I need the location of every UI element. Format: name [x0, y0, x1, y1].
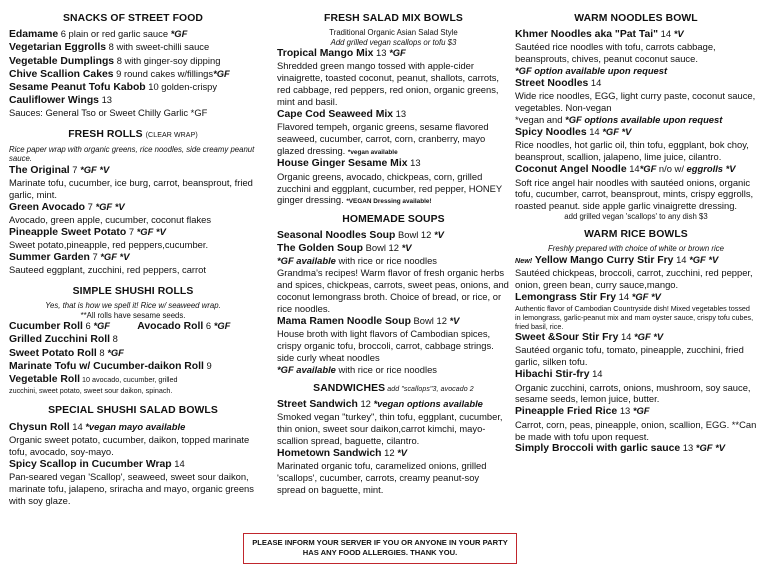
- menu-item: [9, 347, 257, 360]
- item-description: Organic zucchini, carrots, onions, mushroom, soy sauce, sesame seeds, lemon juice, butter.: [515, 381, 751, 405]
- item-description: Soft rice angel hair noodles with sautéed onions, organic tofu, cucumber, carrot, beansprout, mints, crispy eggrolls, roasted peanut. side apple garlic vinaigrette dressing.: [515, 176, 754, 212]
- item-price: 13: [617, 405, 633, 417]
- diet-tag: *GF *V: [602, 126, 632, 138]
- item-note-text: with rice or rice noodles: [335, 363, 437, 375]
- diet-tag: *GF *V: [95, 200, 125, 212]
- item-name: Edamame: [9, 29, 59, 41]
- allergy-notice: [243, 533, 517, 564]
- menu-item: [9, 94, 257, 107]
- item-price: 12: [381, 447, 398, 459]
- item-name: Pineapple Sweet Potato: [9, 226, 127, 238]
- diet-tag: *GF *V: [136, 225, 166, 237]
- item-note-label: *GF available: [277, 363, 336, 375]
- item-description: Authentic flavor of Cambodian Countryside dish! Mixed vegetables tossed in lemongrass, garlic-peanut mix and mam oyster sauce, crispy tofu cubes, fried basil, rice.: [515, 303, 754, 332]
- diet-tag: *V: [401, 241, 412, 253]
- new-badge: New!: [515, 255, 533, 265]
- menu-item: [277, 157, 510, 170]
- item-note-label: eggrolls: [686, 163, 724, 175]
- item-note-label: *GF options available upon request: [565, 114, 723, 126]
- diet-tag: *GF: [632, 405, 650, 417]
- item-price: 7: [85, 200, 96, 212]
- item-price: 14: [626, 163, 640, 175]
- section-title-note: (CLEAR WRAP): [145, 132, 198, 140]
- diet-tag: *GF: [93, 320, 111, 332]
- diet-tag: *V: [449, 314, 460, 326]
- item-price: 6: [203, 320, 214, 332]
- item-description: House broth with light flavors of Cambodian spices, crispy organic tofu, broccoli, carrot, cabbage strings. side curly wheat noodles: [277, 328, 494, 363]
- section-title: SANDWICHES: [313, 382, 386, 394]
- fresh-rolls-heading: [9, 128, 257, 141]
- item-description: Smoked vegan "turkey", thin tofu, eggplant, cucumber, thin onion, sweet sour daikon,carrot kimchi, mayo-scallion spread, baguette, cilantro.: [277, 411, 503, 447]
- diet-tag: *V: [673, 28, 684, 40]
- item-detail: 6 plain or red garlic sauce: [58, 28, 171, 40]
- item-name: House Ginger Sesame Mix: [277, 158, 408, 170]
- item-description: Organic sweet potato, cucumber, daikon, topped marinate tofu, avocado, soy-mayo.: [9, 433, 250, 457]
- menu-item: [9, 226, 257, 239]
- item-name: Yellow Mango Curry Stir Fry: [532, 254, 674, 266]
- section-title: FRESH ROLLS: [68, 129, 143, 141]
- item-name: Green Avocado: [9, 201, 86, 213]
- menu-item: [277, 242, 510, 255]
- item-price: 13: [680, 442, 696, 454]
- item-name: Lemongrass Stir Fry: [515, 291, 617, 303]
- item-price: Bowl 12: [363, 241, 402, 253]
- section-title-note: add "scallops"3, avocado 2: [385, 385, 474, 393]
- menu-item: [515, 28, 757, 41]
- item-name: Sweet &Sour Stir Fry: [515, 332, 619, 344]
- item-detail: 8 with ginger-soy dipping: [114, 54, 221, 66]
- item-name: Hometown Sandwich: [277, 448, 382, 460]
- section-subtitle: Traditional Organic Asian Salad Style: [329, 28, 458, 38]
- item-description: Sweet potato,pineapple, red peppers,cucumber.: [9, 238, 209, 250]
- item-description: [277, 121, 510, 157]
- menu-item: [515, 368, 757, 381]
- item-description: Sautéed rice noodles with tofu, carrots cabbage, beansprouts, chives, peanut coconut sauce.: [515, 41, 716, 65]
- diet-tag: *GF: [213, 67, 230, 79]
- item-price: 7: [126, 225, 137, 237]
- item-name: Cape Cod Seaweed Mix: [277, 109, 394, 121]
- item-price: 13: [393, 108, 407, 120]
- item-name: Cauliflower Wings: [9, 95, 99, 107]
- item-description: zucchini, sweet potato, sweet sour daikon, spinach.: [9, 386, 173, 396]
- menu-item: [9, 373, 257, 386]
- item-price: 8: [110, 333, 118, 345]
- item-description: Wide rice noodles, EGG, light curry paste, coconut sauce, vegetables. Non-vegan: [515, 90, 756, 114]
- item-price: 7: [89, 250, 101, 262]
- sushi-rolls-heading: SIMPLE SHUSHI ROLLS: [72, 286, 194, 298]
- item-name: Coconut Angel Noodle: [515, 164, 627, 176]
- diet-tag: *GF: [213, 320, 231, 332]
- item-name: Simply Broccoli with garlic sauce: [515, 443, 681, 455]
- item-price: 14: [658, 28, 674, 40]
- item-price: 9: [203, 359, 212, 371]
- item-note-text: with rice or rice noodles: [335, 255, 437, 267]
- item-detail: 13: [98, 94, 113, 106]
- item-price: 14: [589, 368, 603, 380]
- menu-item: [9, 201, 257, 214]
- item-description: Marinate tofu, cucumber, ice burg, carrot, beansprout, fried garlic, mint.: [9, 176, 253, 200]
- item-description: Carrot, corn, peas, pineapple, onion, scallion, EGG. **Can be made with tofu upon request.: [515, 418, 757, 442]
- item-price: 12: [357, 398, 374, 410]
- section-subtitle: Rice paper wrap with organic greens, rice noodles, side creamy peanut sauce.: [9, 144, 255, 164]
- menu-item: [515, 254, 757, 267]
- item-name: Khmer Noodles aka "Pat Tai": [515, 29, 659, 41]
- item-price: 13: [407, 157, 421, 169]
- item-description: Avocado, green apple, cucumber, coconut flakes: [9, 213, 212, 225]
- section-subtitle: **All rolls have sesame seeds.: [80, 310, 186, 320]
- menu-item: [9, 333, 257, 346]
- item-description-text: Organic greens, avocado, chickpeas, corn, grilled zucchini and eggplant, cucumber, red pepper, HONEY ginger dressing.: [277, 170, 502, 206]
- menu-item: [9, 81, 257, 94]
- salad-bowls-heading: FRESH SALAD MIX BOWLS: [324, 13, 463, 24]
- item-detail: 8 with sweet-chilli sauce: [106, 41, 210, 53]
- diet-tag: *GF *V: [80, 163, 110, 175]
- diet-tag: *GF *V: [689, 253, 719, 265]
- menu-item: [277, 108, 510, 121]
- addon-note: add grilled vegan 'scallops' to any dish $3: [564, 212, 708, 222]
- menu-item: [9, 41, 257, 54]
- item-price: 14: [588, 77, 602, 89]
- item-name: The Golden Soup: [277, 242, 364, 254]
- section-subtitle: Yes, that is how we spell it! Rice w/ seaweed wrap.: [45, 301, 221, 311]
- menu-item: [9, 458, 257, 471]
- menu-item: [515, 442, 757, 455]
- item-description: Shredded green mango tossed with apple-cider vinaigrette, toasted coconut, peanut, shallots, carrots, red cabbage, red peppers, red onion, organic greens, mint and basil.: [277, 60, 500, 108]
- item-name: Street Noodles: [515, 78, 589, 90]
- item-note: *vegan mayo available: [85, 420, 186, 432]
- item-description: Grandma's recipes! Warm flavor of fresh organic herbs and spices, chickpeas, carrots, sweet peas, onions, and coconut lemongrass broth. Choice of bread, or rice, or rice noodles.: [277, 267, 509, 314]
- menu-item: [9, 360, 257, 373]
- sauce-note: Sauces: General Tso or Sweet Chilly Garlic *GF: [9, 107, 208, 119]
- item-name: Spicy Scallop in Cucumber Wrap: [9, 458, 172, 470]
- snacks-heading: SNACKS OF STREET FOOD: [62, 13, 204, 24]
- item-name: Marinate Tofu w/ Cucumber-daikon Roll: [9, 360, 204, 372]
- item-name: Cucumber Roll: [9, 321, 83, 333]
- item-name: Hibachi Stir-fry: [515, 369, 590, 381]
- diet-tag: *GF: [639, 163, 657, 175]
- right-column: [515, 12, 757, 456]
- item-price: 8: [96, 346, 108, 358]
- left-column: [9, 12, 257, 507]
- item-name: Vegetarian Eggrolls: [9, 42, 107, 54]
- item-description-text: Flavored tempeh, organic greens, sesame flavored seaweed, cucumber, carrot, corn, cranberry, mayo glazed dressing.: [277, 121, 489, 157]
- item-name: The Original: [9, 164, 70, 176]
- item-price: 14: [69, 420, 86, 432]
- item-note: [277, 364, 510, 376]
- rice-heading: WARM RICE BOWLS: [584, 228, 688, 240]
- sandwiches-heading: [277, 382, 510, 395]
- item-note: [515, 114, 757, 126]
- item-description: Sauteed eggplant, zucchini, red peppers, carrot: [9, 264, 206, 276]
- menu-item: [515, 77, 757, 90]
- diet-tag: *GF: [107, 346, 124, 358]
- menu-item: [9, 320, 257, 333]
- item-note-text: *vegan and: [515, 114, 566, 126]
- item-detail: 9 round cakes w/fillings: [113, 67, 214, 79]
- item-name: Pineapple Fried Rice: [515, 406, 618, 418]
- item-note-text: n/o w/: [656, 163, 687, 175]
- item-price: 13: [373, 47, 390, 59]
- menu-item: [9, 164, 257, 177]
- menu-item: [9, 55, 257, 68]
- allergy-line-1: PLEASE INFORM YOUR SERVER IF YOU OR ANYONE IN YOUR PARTY: [252, 538, 508, 547]
- diet-tag: *V: [433, 228, 444, 240]
- section-subtitle: Freshly prepared with choice of white or brown rice: [548, 244, 724, 254]
- item-note: *vegan options available: [373, 398, 483, 410]
- item-name: Avocado Roll: [137, 321, 204, 333]
- item-name: Mama Ramen Noodle Soup: [277, 315, 411, 327]
- middle-column: [277, 12, 510, 496]
- item-description: Pan-seared vegan 'Scallop', seaweed, sweet sour daikon, marinate tofu, jalapeno, sriracha and mayo, organic greens with soy glaze.: [9, 470, 254, 506]
- menu-item: [277, 47, 510, 60]
- item-description: [277, 171, 510, 207]
- menu-item: [515, 331, 757, 344]
- item-description: Rice noodles, hot garlic oil, thin tofu, eggplant, bok choy, beansprout, scallion, jalapeno, lime juice, cilantro.: [515, 139, 749, 163]
- item-price: 14: [586, 126, 603, 138]
- diet-tag: *V: [397, 447, 408, 459]
- diet-tag: *GF *V: [100, 250, 130, 262]
- item-name: Seasonal Noodles Soup: [277, 229, 396, 241]
- menu-item: [515, 163, 757, 176]
- item-price: Bowl 12: [395, 228, 434, 240]
- menu-item: [515, 291, 757, 304]
- item-name: Grilled Zucchini Roll: [9, 334, 111, 346]
- soups-heading: HOMEMADE SOUPS: [342, 213, 445, 225]
- item-price: 14: [616, 290, 632, 302]
- item-note: *vegan available: [347, 149, 398, 157]
- menu-item: [515, 405, 757, 418]
- item-note: [277, 255, 510, 267]
- diet-tag: *GF: [170, 28, 188, 40]
- menu-item: [515, 126, 757, 139]
- item-description: Sautéed chickpeas, broccoli, carrot, zucchini, red pepper, onion, green bean, curry sauce,mango.: [515, 266, 753, 290]
- menu-item: [277, 447, 510, 460]
- item-name: Summer Garden: [9, 251, 90, 263]
- menu-item: [277, 229, 510, 242]
- menu-item: [9, 28, 257, 41]
- item-note: *GF option available upon request: [515, 65, 668, 77]
- diet-tag: *GF *V: [695, 442, 725, 454]
- item-name: Chive Scallion Cakes: [9, 68, 114, 80]
- sushi-bowls-heading: SPECIAL SHUSHI SALAD BOWLS: [48, 405, 218, 417]
- menu-item: [277, 398, 510, 411]
- item-detail: 10 golden-crispy: [145, 81, 218, 93]
- item-price: 14: [673, 253, 690, 265]
- item-note: *VEGAN Dressing available!: [346, 198, 432, 206]
- diet-tag: *GF *V: [634, 331, 664, 343]
- item-description: Marinated organic tofu, caramelized onions, grilled 'scallops', cucumber, carrots, creamy peanut-soy spread on baguette, mint.: [277, 460, 487, 496]
- item-name: Sesame Peanut Tofu Kabob: [9, 82, 146, 94]
- noodles-heading: WARM NOODLES BOWL: [574, 13, 698, 24]
- item-detail: 10 avocado, cucumber, grilled: [80, 375, 178, 385]
- menu-item: [9, 251, 257, 264]
- item-price: 14: [618, 331, 634, 343]
- item-price: Bowl 12: [410, 314, 450, 326]
- item-name: Vegetable Dumplings: [9, 55, 115, 67]
- item-price: 7: [69, 163, 81, 175]
- menu-item: [9, 421, 257, 434]
- item-note-label: *GF available: [277, 255, 336, 267]
- item-name: Vegetable Roll: [9, 374, 81, 386]
- item-name: Sweet Potato Roll: [9, 347, 97, 359]
- diet-tag: *V: [723, 163, 736, 175]
- section-subtitle: Add grilled vegan scallops or tofu $3: [330, 37, 457, 47]
- item-description: Sautéed organic tofu, tomato, pineapple, zucchini, fried garlic, silken tofu.: [515, 344, 744, 368]
- item-name: Tropical Mango Mix: [277, 48, 374, 60]
- item-price: 14: [171, 457, 185, 469]
- allergy-line-2: HAS ANY FOOD ALLERGIES. THANK YOU.: [302, 548, 458, 558]
- diet-tag: *GF *V: [631, 290, 661, 302]
- menu-item: [277, 315, 510, 328]
- item-name: Chysun Roll: [9, 421, 70, 433]
- item-name: Street Sandwich: [277, 399, 358, 411]
- menu-item: [9, 68, 257, 81]
- diet-tag: *GF: [389, 47, 406, 59]
- item-name: Spicy Noodles: [515, 127, 587, 139]
- item-price: 6: [82, 320, 94, 332]
